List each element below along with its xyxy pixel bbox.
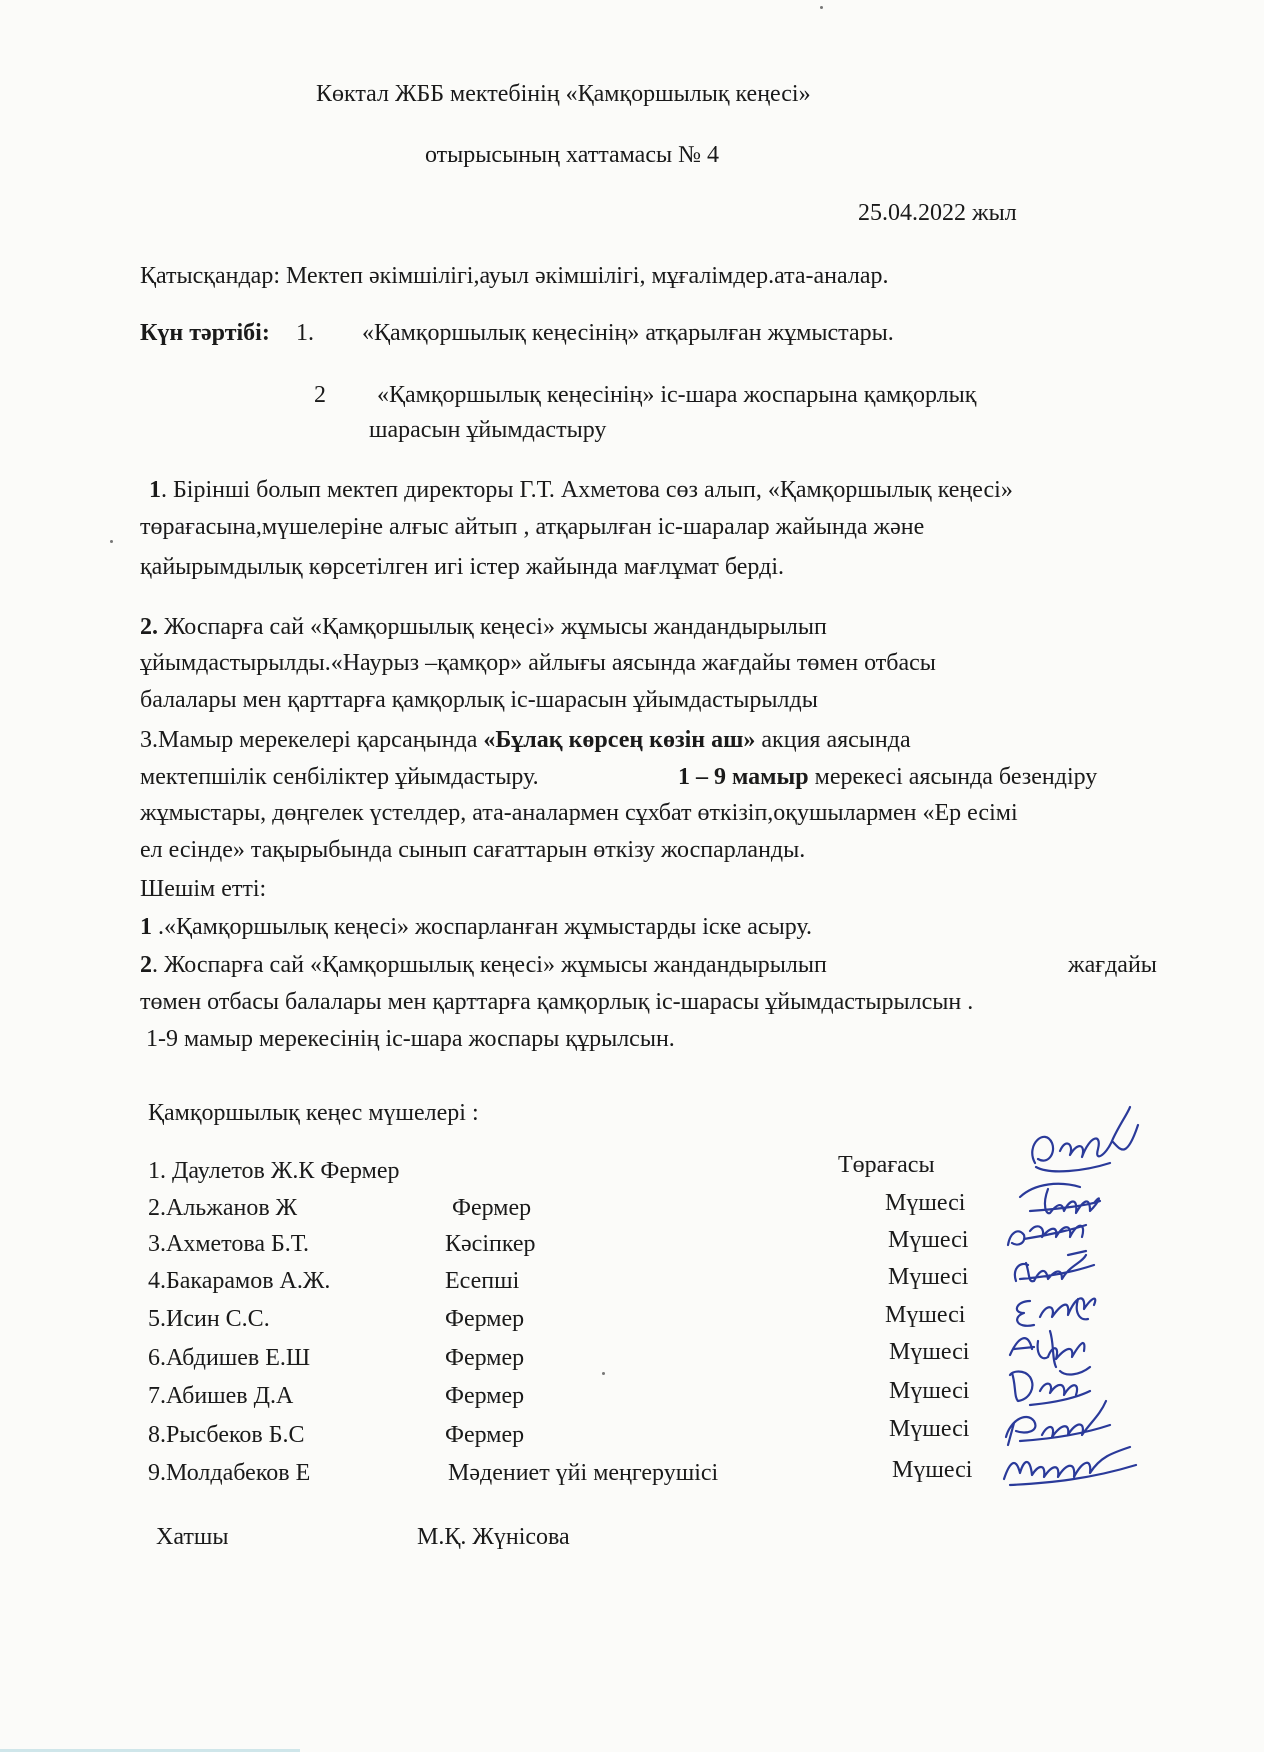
signature-stroke — [1006, 1401, 1110, 1445]
section-1-line-3: қайырымдылық көрсетілген игі істер жайында мағлұмат берді. — [140, 554, 784, 580]
agenda-item-1-number: 1. — [296, 320, 314, 346]
section-3-holiday-date: 1 – 9 мамыр — [678, 764, 809, 790]
member-job: Фермер — [445, 1383, 525, 1409]
decision-1 — [140, 912, 812, 942]
member-name: 9.Молдабеков Е — [148, 1460, 311, 1486]
member-role: Мүшесі — [889, 1416, 970, 1442]
member-job: Фермер — [445, 1306, 525, 1332]
member-role: Мүшесі — [892, 1457, 973, 1483]
secretary-label: Хатшы — [156, 1524, 229, 1550]
section-3-line-1-end: акция аясында — [755, 727, 911, 753]
decision-2-text: . Жоспарға сай «Қамқоршылық кеңесі» жұмысы жандандырылып — [152, 952, 827, 978]
section-2-line-1 — [140, 612, 827, 642]
member-name: 7.Абишев Д.А — [148, 1383, 294, 1409]
member-signatures — [990, 1105, 1170, 1505]
section-1-number: 1 — [149, 477, 161, 503]
section-3-line-2-start: мектепшілік сенбіліктер ұйымдастыру. — [140, 764, 539, 790]
decision-3: 1-9 мамыр мерекесінің іс-шара жоспары құрылсын. — [146, 1026, 675, 1052]
decision-1-text: .«Қамқоршылық кеңесі» жоспарланған жұмыстарды іске асыру. — [152, 914, 812, 940]
section-2-line-2: ұйымдастырылды.«Наурыз –қамқор» айлығы аясында жағдайы төмен отбасы — [140, 650, 936, 676]
decision-1-number: 1 — [140, 914, 152, 940]
section-1-line-1 — [149, 475, 1013, 505]
member-name: 1. Даулетов Ж.К Фермер — [148, 1158, 400, 1184]
title-line-1: Көктал ЖББ мектебінің «Қамқоршылық кеңесі» — [316, 81, 811, 107]
member-name: 2.Альжанов Ж — [148, 1195, 298, 1221]
member-job: Кәсіпкер — [445, 1231, 536, 1257]
signature-stroke — [1032, 1107, 1138, 1171]
decision-2 — [140, 950, 827, 980]
member-role: Мүшесі — [888, 1264, 969, 1290]
member-role: Төрағасы — [838, 1152, 935, 1178]
member-role: Мүшесі — [888, 1227, 969, 1253]
section-3-line-3: жұмыстары, дөңгелек үстелдер, ата-аналармен сұхбат өткізіп,оқушылармен «Ер есімі — [140, 800, 1018, 826]
member-name: 6.Абдишев Е.Ш — [148, 1345, 311, 1371]
title-line-2: отырысының хаттамасы № 4 — [425, 142, 719, 168]
protocol-date: 25.04.2022 жыл — [858, 200, 1017, 226]
agenda-item-2-line-1: «Қамқоршылық кеңесінің» іс-шара жоспарына қамқорлық — [377, 382, 977, 408]
agenda-label: Күн тәртібі: — [140, 320, 270, 346]
secretary-name: М.Қ. Жүнісова — [417, 1524, 570, 1550]
section-3-line-4: ел есінде» тақырыбында сынып сағаттарын өткізу жоспарланды. — [140, 837, 806, 863]
signature-stroke — [1010, 1331, 1084, 1367]
decision-2-line-2: төмен отбасы балалары мен қарттарға қамқорлық іс-шарасы ұйымдастырылсын . — [140, 989, 974, 1015]
section-2-line-1-text: Жоспарға сай «Қамқоршылық кеңесі» жұмысы жандандырылып — [158, 614, 827, 640]
scan-speck — [820, 6, 823, 9]
section-3-line-2-end: мерекесі аясында безендіру — [808, 764, 1098, 790]
attendees: Қатысқандар: Мектеп әкімшілігі,ауыл әкімшілігі, мұғалімдер.ата-аналар. — [140, 263, 889, 289]
member-job: Фермер — [445, 1422, 525, 1448]
scan-speck — [602, 1372, 605, 1375]
member-role: Мүшесі — [889, 1339, 970, 1365]
section-3-line-2 — [140, 762, 539, 792]
section-3-line-1-start: 3.Мамыр мерекелері қарсаңында — [140, 727, 484, 753]
member-name: 5.Исин С.С. — [148, 1306, 270, 1332]
member-job: Фермер — [452, 1195, 532, 1221]
section-3-line-2-right — [678, 762, 1097, 792]
agenda-item-2-line-2: шарасын ұйымдастыру — [369, 417, 607, 443]
signature-stroke — [1004, 1447, 1136, 1485]
members-heading: Қамқоршылық кеңес мүшелері : — [148, 1100, 479, 1126]
member-role: Мүшесі — [889, 1378, 970, 1404]
section-3-action-name: «Бұлақ көрсең көзін аш» — [483, 727, 756, 753]
agenda-item-2-number: 2 — [314, 382, 326, 408]
signature-stroke — [1008, 1225, 1086, 1245]
signature-stroke — [1010, 1367, 1090, 1405]
member-job: Мәдениет үйі меңгерушісі — [448, 1460, 719, 1486]
member-name: 4.Бакарамов А.Ж. — [148, 1268, 331, 1294]
section-1-line-1-text: . Бірінші болып мектеп директоры Г.Т. Ахметова сөз алып, «Қамқоршылық кеңесі» — [161, 477, 1013, 503]
section-1-line-2: төрағасына,мүшелеріне алғыс айтып , атқарылған іс-шаралар жайында және — [140, 514, 925, 540]
scan-speck — [110, 540, 113, 543]
member-role: Мүшесі — [885, 1302, 966, 1328]
signature-stroke — [1020, 1184, 1100, 1213]
decision-2-tail: жағдайы — [1068, 952, 1157, 978]
signatures-svg — [990, 1105, 1170, 1505]
section-2-line-3: балалары мен қарттарға қамқорлық іс-шарасын ұйымдастырылды — [140, 687, 818, 713]
decision-heading: Шешім етті: — [140, 876, 267, 902]
section-2-number: 2. — [140, 614, 158, 640]
signature-stroke — [1017, 1298, 1095, 1325]
section-3-line-1 — [140, 725, 911, 755]
decision-2-number: 2 — [140, 952, 152, 978]
agenda-item-1-text: «Қамқоршылық кеңесінің» атқарылған жұмыстары. — [362, 320, 894, 346]
signature-stroke — [1015, 1251, 1094, 1281]
member-job: Есепші — [445, 1268, 520, 1294]
member-job: Фермер — [445, 1345, 525, 1371]
member-name: 8.Рысбеков Б.С — [148, 1422, 305, 1448]
member-role: Мүшесі — [885, 1190, 966, 1216]
member-name: 3.Ахметова Б.Т. — [148, 1231, 310, 1257]
